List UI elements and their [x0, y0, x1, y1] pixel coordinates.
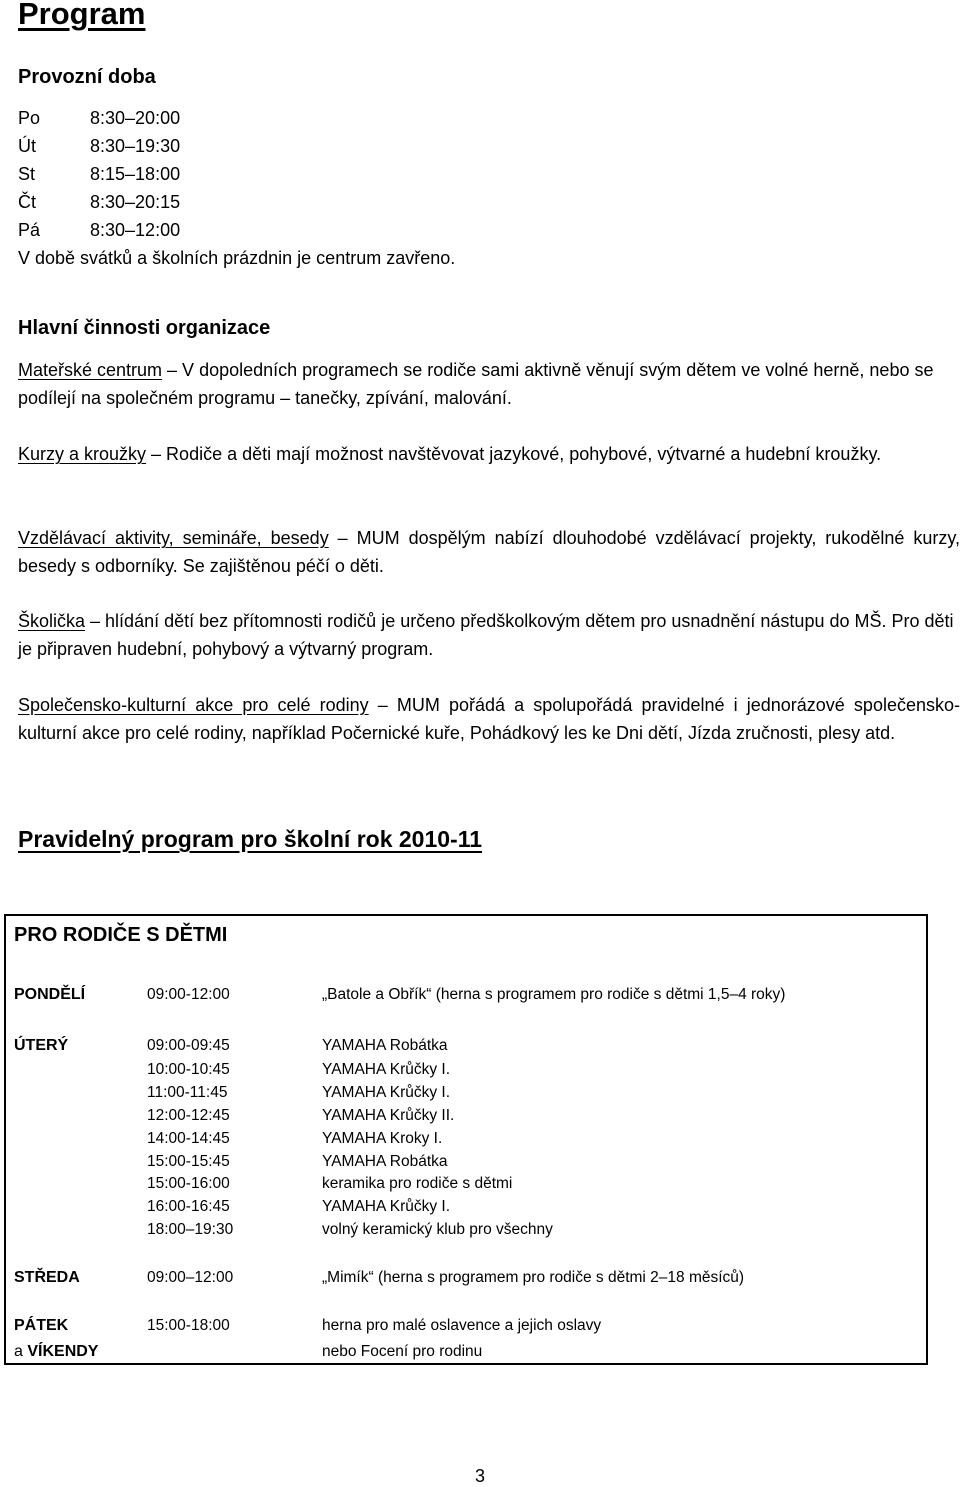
schedule-activity: volný keramický klub pro všechny: [322, 1221, 553, 1238]
activity-paragraph: [18, 607, 960, 663]
schedule-activity: „Mimík“ (herna s programem pro rodiče s dětmi 2–18 měsíců): [322, 1269, 745, 1286]
hours-day: Út: [18, 136, 36, 156]
activity-text: – V dopoledních programech se rodiče sami aktivně věnují svým dětem ve volné herně, nebo se podílejí na společném programu – tanečky, zpívání, malování.: [18, 360, 934, 408]
schedule-box: [4, 914, 928, 1365]
schedule-time: 14:00-14:45: [147, 1130, 230, 1147]
schedule-activity: YAMAHA Krůčky II.: [322, 1107, 455, 1124]
schedule-time: 09:00–12:00: [147, 1269, 234, 1286]
schedule-time: 11:00-11:45: [147, 1084, 228, 1101]
schedule-activity: keramika pro rodiče s dětmi: [322, 1175, 513, 1192]
activity-paragraph: [18, 440, 960, 468]
hours-note: V době svátků a školních prázdnin je centrum zavřeno.: [18, 248, 456, 268]
hours-day: Pá: [18, 220, 41, 240]
activity-text: – MUM pořádá a spolupořádá pravidelné i jednorázové společensko-kulturní akce pro celé rodiny, například Počernické kuře, Pohádkový les ke Dni dětí, Jízda zručnosti, plesy atd.: [18, 695, 960, 743]
schedule-activity: „Batole a Obřík“ (herna s programem pro rodiče s dětmi 1,5–4 roky): [322, 986, 786, 1003]
schedule-activity: YAMAHA Krůčky I.: [322, 1198, 451, 1215]
activity-name: Vzdělávací aktivity, semináře, besedy: [18, 528, 329, 548]
page-title: Program: [18, 0, 146, 31]
schedule-activity: YAMAHA Krůčky I.: [322, 1084, 451, 1101]
activity-paragraph: [18, 524, 960, 580]
hours-day: St: [18, 164, 36, 184]
hours-time: 8:15–18:00: [90, 164, 181, 184]
schedule-time: 15:00-16:00: [147, 1175, 230, 1192]
activity-paragraph: [18, 356, 960, 412]
day-monday: PONDĚLÍ: [14, 986, 86, 1003]
activity-text: – Rodiče a děti mají možnost navštěvovat jazykové, pohybové, výtvarné a hudební kroužky.: [146, 444, 882, 464]
activity-text: – hlídání dětí bez přítomnosti rodičů je určeno předškolkovým dětem pro usnadnění nástupu do MŠ. Pro děti je připraven hudební, pohybový a výtvarný program.: [18, 611, 954, 659]
opening-hours-heading: Provozní doba: [18, 66, 156, 88]
hours-time: 8:30–20:15: [90, 192, 181, 212]
schedule-activity: YAMAHA Robátka: [322, 1153, 448, 1170]
schedule-heading: Pravidelný program pro školní rok 2010-11: [18, 826, 483, 852]
activities-heading: Hlavní činnosti organizace: [18, 317, 271, 339]
schedule-activity: YAMAHA Robátka: [322, 1037, 448, 1054]
schedule-activity: YAMAHA Kroky I.: [322, 1130, 443, 1147]
hours-time: 8:30–12:00: [90, 220, 181, 240]
hours-day: Čt: [18, 192, 36, 212]
weekend-label: VÍKENDY: [27, 1343, 99, 1360]
schedule-activity: YAMAHA Krůčky I.: [322, 1061, 451, 1078]
weekend-prefix: a: [14, 1343, 28, 1360]
activity-name: Mateřské centrum: [18, 360, 163, 380]
schedule-time: 15:00-18:00: [147, 1317, 230, 1334]
schedule-time: 15:00-15:45: [147, 1153, 230, 1170]
day-tuesday: ÚTERÝ: [14, 1037, 69, 1054]
hours-day: Po: [18, 108, 41, 128]
activity-paragraph: [18, 691, 960, 747]
hours-time: 8:30–19:30: [90, 136, 181, 156]
schedule-time: 09:00-12:00: [147, 986, 230, 1003]
hours-time: 8:30–20:00: [90, 108, 181, 128]
activity-name: Školička: [18, 611, 86, 631]
schedule-time: 12:00-12:45: [147, 1107, 230, 1124]
schedule-activity: herna pro malé oslavence a jejich oslavy: [322, 1317, 602, 1334]
schedule-activity: nebo Focení pro rodinu: [322, 1343, 483, 1360]
schedule-time: 09:00-09:45: [147, 1037, 230, 1054]
activity-name: Kurzy a kroužky: [18, 444, 147, 464]
day-wednesday: STŘEDA: [14, 1269, 80, 1286]
day-friday: PÁTEK: [14, 1317, 69, 1334]
page-number: 3: [474, 1466, 485, 1486]
activity-name: Společensko-kulturní akce pro celé rodiny: [18, 695, 369, 715]
schedule-time: 10:00-10:45: [147, 1061, 230, 1078]
day-weekend: [14, 1343, 98, 1361]
schedule-time: 18:00–19:30: [147, 1221, 234, 1238]
activity-text: – MUM dospělým nabízí dlouhodobé vzdělávací projekty, rukodělné kurzy, besedy s odborníky. Se zajištěnou péčí o děti.: [18, 528, 960, 576]
schedule-box-heading: PRO RODIČE S DĚTMI: [14, 924, 228, 946]
schedule-time: 16:00-16:45: [147, 1198, 230, 1215]
